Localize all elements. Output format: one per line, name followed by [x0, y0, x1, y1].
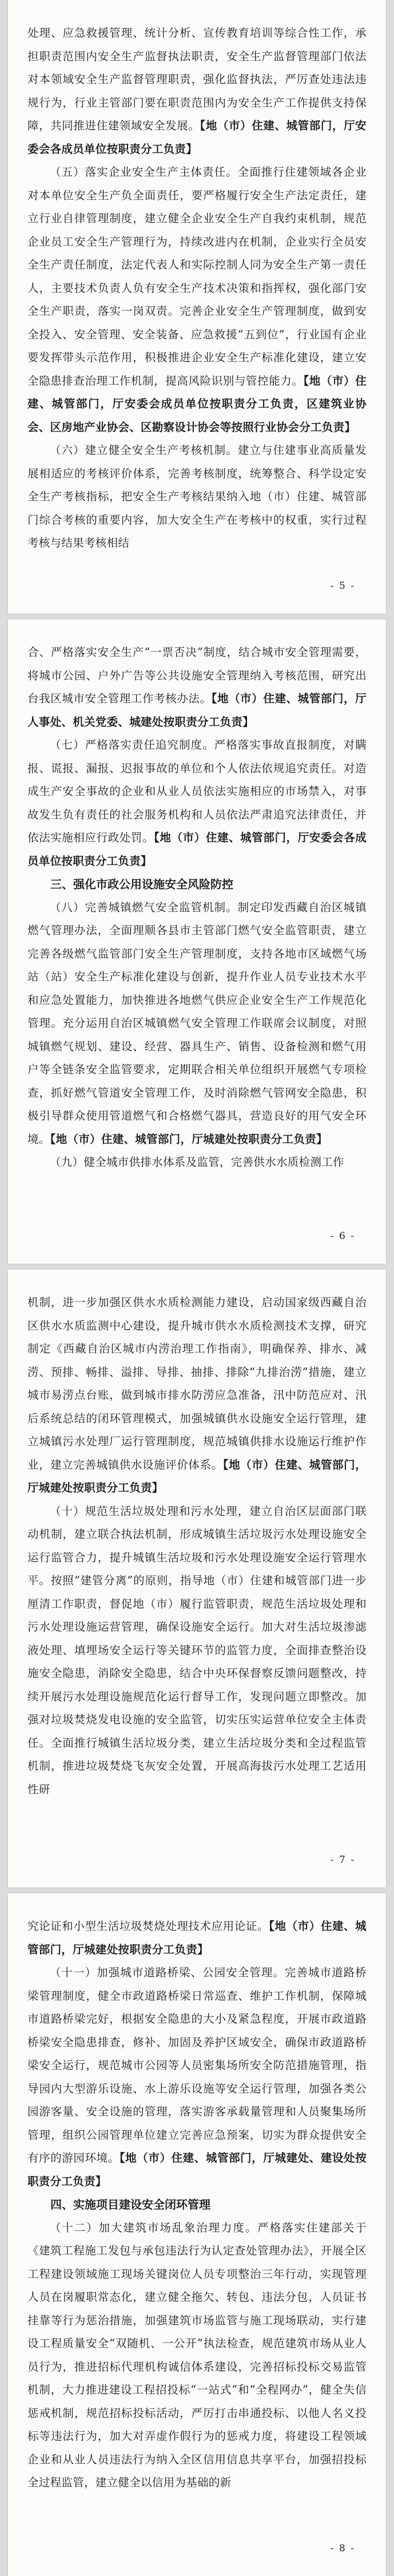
body-paragraph	[27, 1961, 367, 2193]
paragraph-text: （十二）加大建筑市场乱象治理力度。严格落实住建部关于《建筑工程施工发包与承包违法行为认定查处管理办法》，开展全区工程建设领域施工现场关键岗位人员专项整治三年行动，实现管理人员在岗履职常态化，建立健全拖欠、转包、违法分包，人员证书挂靠等行为惩治措施，加强建筑市场监管与施工现场联动，实行建设工程质量安全“双随机、一公开”执法检查，规范建筑市场从业人员行为，推进招标代理机构诚信体系建设，完善招标投标交易监管机制，大力推进建设工程招投标“一站式”和“全程网办”，健全失信惩戒机制，规范招标投标活动，严厉打击串通投标、以他人名义投标等违法行为，加大对弄虚作假行为的惩戒力度，将建设工程领域企业和从业人员违法行为纳入全区信用信息共享平台，加强招投标全过程监管，建立健全以信用为基础的新	[27, 2221, 367, 2489]
body-paragraph	[27, 734, 367, 873]
body-paragraph	[27, 1915, 367, 1961]
paragraph-text: （八）完善城镇燃气安全监管机制。制定印发西藏自治区城镇燃气管理办法，全面理顺各县市主管部门燃气安全监管职责，建立完善各级燃气监管部门安全生产管理制度，支持各地市区域燃气场站（站）安全生产标准化建设与创新，提升作业人员专业技术水平和应急处置能力，加快推进各地燃气供应企业安全生产工作规范化管理。充分运用自治区城镇燃气安全管理工作联席会议制度，对照城镇燃气规划、建设、经营、器具生产、销售、设备检测和燃气用户等全链条安全监管要求，定期联合相关单位组织开展燃气专项检查，抓好燃气管道安全管理工作，及时消除燃气管网安全隐患，积极引导群众使用管道燃气和合格燃气器具，营造良好的用气安全环境。	[27, 900, 367, 1146]
responsibility-tag: 【地（市）住建、城管部门，厅安委会各成员单位按职责分工负责】	[27, 831, 367, 868]
paragraph-text: （九）健全城市供排水体系及监管，完善供水水质检测工作	[50, 1156, 344, 1169]
responsibility-tag: 【地（市）住建、城管部门，厅人事处、机关党委、城建处按职责分工负责】	[27, 692, 367, 729]
body-paragraph	[27, 22, 367, 161]
paragraph-text: （七）严格落实责任追究制度。严格落实事故直报制度，对瞒报、谎报、漏报、迟报事故的单位和个人依法依规追究责任。对造成生产安全事故的企业和从业人员依法实施相应的市场禁入，对事故发生负有责任的社会服务机构和人员依法严肃追究法律责任，并依法实施相应行政处罚。	[27, 738, 367, 844]
body-paragraph	[27, 439, 367, 555]
paragraph-text: 处理、应急救援管理、统计分析、宣传教育培训等综合性工作，承担职责范围内安全生产监督执法职责，安全生产监督管理部门依法对本领域安全生产监督管理职责，强化监督执法，严厉查处违法违规行为，行业主管部门要在职责范围内为安全生产工作提供支持保障，共同推进住建领域安全发展。	[27, 26, 367, 132]
paragraph-text: （六）建立健全安全生产考核机制。建立与住建事业高质量发展相适应的考核评价体系，完善考核制度，统筹整合、科学设定安全生产考核指标，把安全生产考核结果纳入地（市）住建、城管部门综合考核的重要内容，加大安全生产在考核中的权重，实行过程考核与结果考核相结	[27, 444, 367, 549]
responsibility-tag: 【地（市）住建、城管部门，厅城建处按职责分工负责】	[50, 1132, 328, 1146]
page-body	[27, 641, 367, 1174]
section-heading: 三、强化市政公用设施安全风险防控	[50, 877, 233, 891]
page-number: - 8 -	[330, 2543, 355, 2554]
page-body	[27, 1291, 367, 1801]
body-paragraph	[27, 1291, 367, 1500]
body-paragraph	[27, 896, 367, 1152]
responsibility-tag: 【地（市）住建、城管部门，厅城建处按职责分工负责】	[27, 1458, 367, 1494]
paragraph-text: （五）落实企业安全生产主体责任。全面推行住建领域各企业对本单位安全生产负全面责任，要严格履行安全生产法定责任，建立行业自律管理制度，建立健全企业安全生产自我约束机制，规范企业员工安全生产管理行为，持续改进内在机制，企业实行全员安全生产责任制度，法定代表人和实际控制人同为安全生产第一责任人，主要技术负责人负有安全生产技术决策和指挥权，强化部门安全生产职责，落实一岗双责。完善企业安全生产管理制度，做到安全投入、安全管理、安全装备、应急救援“五到位”，行业国有企业要发挥带头示范作用，积极推进企业安全生产标准化建设，建立安全隐患排查治理工作机制，提高风险识别与管控能力。	[27, 165, 367, 387]
page-number: - 7 -	[330, 1854, 355, 1866]
section-heading: 四、实施项目建设安全闭环管理	[50, 2198, 210, 2211]
document-page	[8, 0, 386, 614]
paragraph-text: （十一）加强城市道路桥梁、公园安全管理。完善城市道路桥梁管理制度，健全市政道路桥梁日常巡查、维护工作机制，保障城市道路桥梁完好，根据安全隐患的大小及紧急程度，开展市政道路桥梁安全隐患排查，修补、加固及养护区域安全，确保市政道路桥梁安全运行，规范城市公园等人员密集场所安全防范措施管理，指导园内大型游乐设施、水上游乐设施等安全运行管理，加强各类公园游客量、安全设施的管理，落实游客承载量管理和人员聚集场所管理，组织公园管理单位建立完善应急预案，切实为群众提供安全有序的游园环境。	[27, 1966, 367, 2165]
document-page	[8, 619, 386, 1264]
page-number: - 6 -	[330, 1230, 355, 1242]
page-body	[27, 1915, 367, 2495]
body-paragraph	[27, 641, 367, 734]
responsibility-tag: 【地（市）住建、城管部门，厅城建处按职责分工负责】	[27, 1920, 367, 1956]
responsibility-tag: 【地（市）住建、城管部门，厅安委会各成员单位按职责分工负责】	[27, 119, 367, 156]
paragraph-text: 机制，进一步加强区供水水质检测能力建设，启动国家级西藏自治区供水水质监测中心建设，提升城市供水水质检测技术支撑，研究制定《西藏自治区城市内涝治理工作指南》，明确保养、排水、减涝、预排、畅排、溢排、导排、抽排、排除“九排治涝”措施，建立城市易涝点台账，做到城市排水防涝应急准备，汛中防范应对、汛后系统总结的闭环管理模式，加强城镇供水设施安全运行管理，建立城镇污水处理厂运行管理制度，规范城镇供排水设施运行维护作业，建立完善城镇供水设施评价体系。	[27, 1296, 367, 1471]
responsibility-tag: 【地（市）住建、城管部门，厅城建处、建设处按职责分工负责】	[27, 2151, 367, 2188]
responsibility-tag: 【地（市）住建、城管部门，厅安委会成员单位按职责分工负责，区建筑业协会、区房地产业协会、区勘察设计协会等按照行业协会分工负责】	[27, 374, 367, 434]
body-paragraph	[27, 2217, 367, 2495]
paragraph-text: （十）规范生活垃圾处理和污水处理，建立自治区层面部门联动机制，建立联合执法机制，形成城镇生活垃圾污水处理设施安全运行监管合力，提升城镇生活垃圾和污水处理设施安全运行管理水平。按照“建管分离”的原则，指导地（市）住建和城管部门进一步厘清工作职责，督促地（市）履行监管职责，规范生活垃圾处理和污水处理设施运营管理，确保设施安全运行。加大对生活垃圾渗滤液处理、填埋场安全运行等关键环节的监管力度，全面排查整治设施安全隐患，消除安全隐患，结合中央环保督察反馈问题整改，持续开展污水处理设施规范化运行督导工作，发现问题立即整改。加强对垃圾焚烧发电设施的安全监管，切实压实运营单位安全主体责任。全面推行城镇生活垃圾分类，建立生活垃圾分类和全过程监管机制，推进垃圾焚烧飞灰安全处置，开展高海拔污水处理工艺适用性研	[27, 1504, 367, 1796]
paragraph-text: 合、严格落实安全生产“一票否决”制度，结合城市安全管理需要，将城市公园、户外广告等公共设施安全管理纳入考核范围，研究出台我区城市安全管理工作考核办法。	[27, 646, 367, 705]
paragraph-text: 究论证和小型生活垃圾焚烧处理技术应用论证。	[27, 1920, 269, 1933]
body-paragraph	[27, 1500, 367, 1802]
page-number: - 5 -	[330, 580, 355, 592]
document-page	[8, 1269, 386, 1888]
body-paragraph	[27, 1151, 367, 1174]
page-body	[27, 22, 367, 555]
body-paragraph	[27, 161, 367, 439]
document-page	[8, 1893, 386, 2576]
